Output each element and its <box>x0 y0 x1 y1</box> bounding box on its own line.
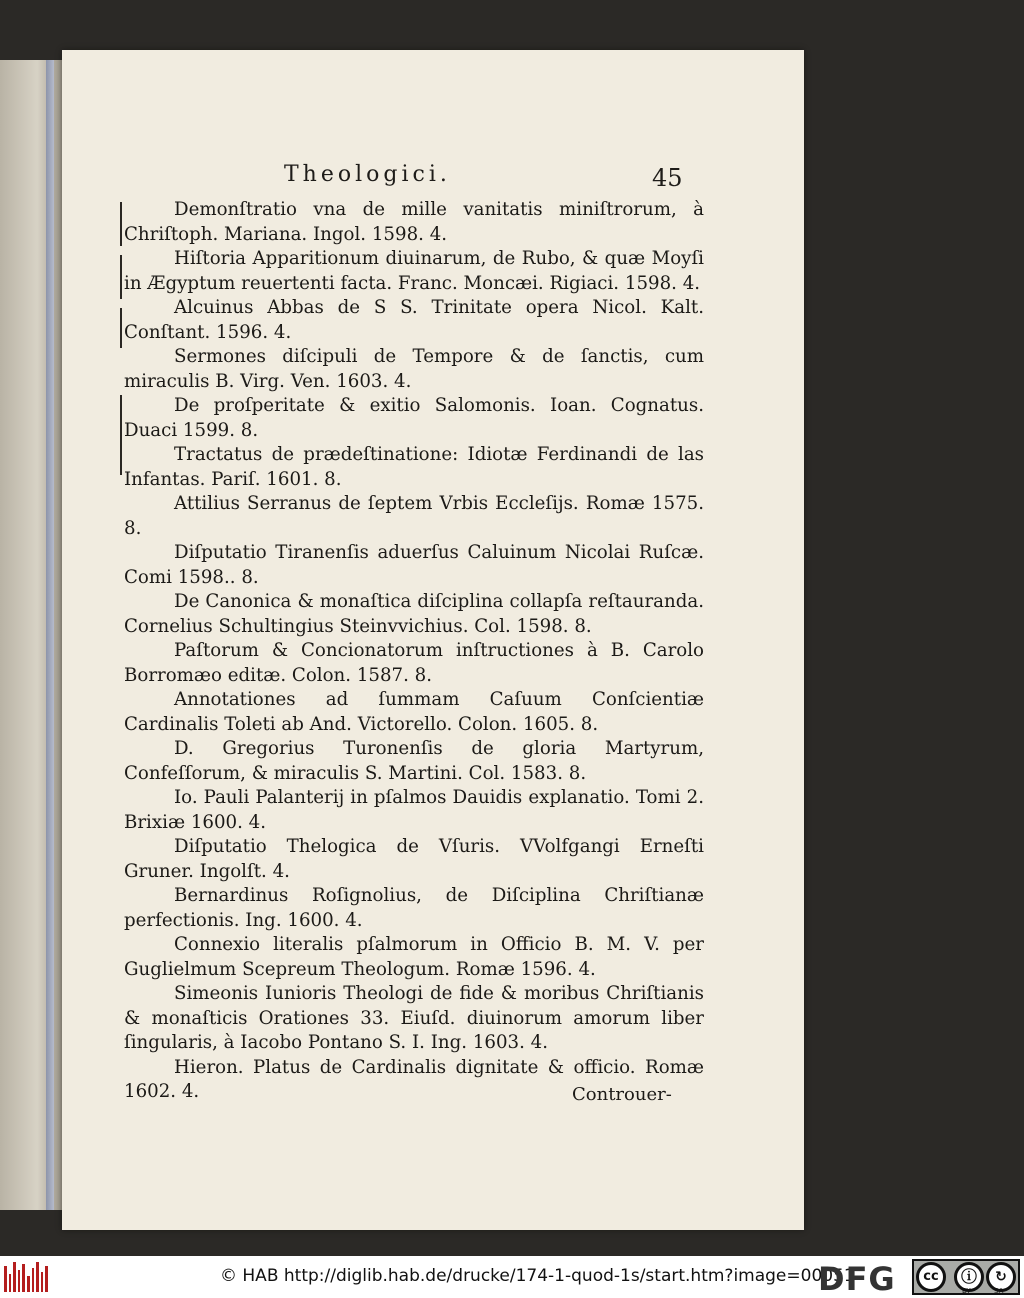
cc-sa-label: SA <box>994 1287 1004 1295</box>
by-icon: ⓘ <box>954 1262 984 1292</box>
page-number: 45 <box>652 164 683 192</box>
catalog-entry: Connexio literalis pſalmorum in Officio B. M. V. per Guglielmum Scepreum Theologum. Romæ 1596. 4. <box>124 934 704 980</box>
margin-bracket <box>120 395 122 475</box>
catalog-entry: D. Gregorius Turonenſis de gloria Martyrum, Confeſſorum, & miraculis S. Martini. Col. 1583. 8. <box>124 738 704 784</box>
catchword: Controuer- <box>572 1084 672 1105</box>
book-page <box>62 50 804 1230</box>
library-logo-icon <box>4 1262 48 1292</box>
page-header <box>62 162 804 202</box>
catalog-entry: Hieron. Platus de Cardinalis dignitate & officio. Romæ 1602. 4. <box>124 1056 704 1102</box>
page-edge-strip <box>46 60 54 1210</box>
catalog-entry: De proſperitate & exitio Salomonis. Ioan. Cognatus. Duaci 1599. 8. <box>124 395 704 441</box>
margin-bracket <box>120 308 122 348</box>
margin-bracket <box>120 202 122 246</box>
catalog-entry: Diſputatio Thelogica de Vſuris. VVolfgangi Erneſti Gruner. Ingolſt. 4. <box>124 836 704 882</box>
sa-icon: ↻ <box>986 1262 1016 1292</box>
cc-license-badge[interactable] <box>912 1259 1020 1295</box>
catalog-entry: Attilius Serranus de ſeptem Vrbis Eccleſijs. Romæ 1575. 8. <box>124 493 704 539</box>
catalog-entry: Simeonis Iunioris Theologi de fide & moribus Chriſtianis & monaſticis Orationes 33. Eiuſd. diuinorum amorum liber ſingularis, à Iacobo Pontano S. I. Ing. 1603. 4. <box>124 983 704 1053</box>
catalog-entry: Annotationes ad ſummam Caſuum Conſcientiæ Cardinalis Toleti ab And. Victorello. Colon. 1605. 8. <box>124 689 704 735</box>
catalog-entry: Hiſtoria Apparitionum diuinarum, de Rubo, & quæ Moyſi in Ægyptum reuertenti facta. Franc. Moncæi. Rigiaci. 1598. 4. <box>124 248 704 294</box>
cc-icon: cc <box>916 1262 946 1292</box>
catalog-entries <box>124 198 704 1105</box>
cc-by-label: BY <box>962 1287 971 1295</box>
catalog-entry: Bernardinus Roſignolius, de Diſciplina Chriſtianæ perfectionis. Ing. 1600. 4. <box>124 885 704 931</box>
catalog-entry: Paſtorum & Concionatorum inſtructiones à B. Carolo Borromæo editæ. Colon. 1587. 8. <box>124 640 704 686</box>
running-title: Theologici. <box>284 162 451 187</box>
catalog-entry: Demonſtratio vna de mille vanitatis miniſtrorum, à Chriſtoph. Mariana. Ingol. 1598. 4. <box>124 199 704 245</box>
catalog-entry: Tractatus de prædeſtinatione: Idiotæ Ferdinandi de las Infantas. Pariſ. 1601. 8. <box>124 444 704 490</box>
catalog-entry: Diſputatio Tiranenſis aduerſus Caluinum Nicolai Ruſcæ. Comi 1598.. 8. <box>124 542 704 588</box>
catalog-entry: Io. Pauli Palanterij in pſalmos Dauidis explanatio. Tomi 2. Brixiæ 1600. 4. <box>124 787 704 833</box>
dfg-logo: DFG <box>818 1260 896 1298</box>
margin-bracket <box>120 255 122 299</box>
catalog-entry: De Canonica & monaſtica diſciplina collapſa reſtauranda. Cornelius Schultingius Steinvvichius. Col. 1598. 8. <box>124 591 704 637</box>
viewer-footer <box>0 1256 1024 1298</box>
source-link[interactable]: © HAB http://diglib.hab.de/drucke/174-1-quod-1s/start.htm?image=00051 <box>220 1266 855 1286</box>
catalog-entry: Sermones diſcipuli de Tempore & de ſanctis, cum miraculis B. Virg. Ven. 1603. 4. <box>124 346 704 392</box>
catalog-entry: Alcuinus Abbas de S S. Trinitate opera Nicol. Kalt. Conſtant. 1596. 4. <box>124 297 704 343</box>
